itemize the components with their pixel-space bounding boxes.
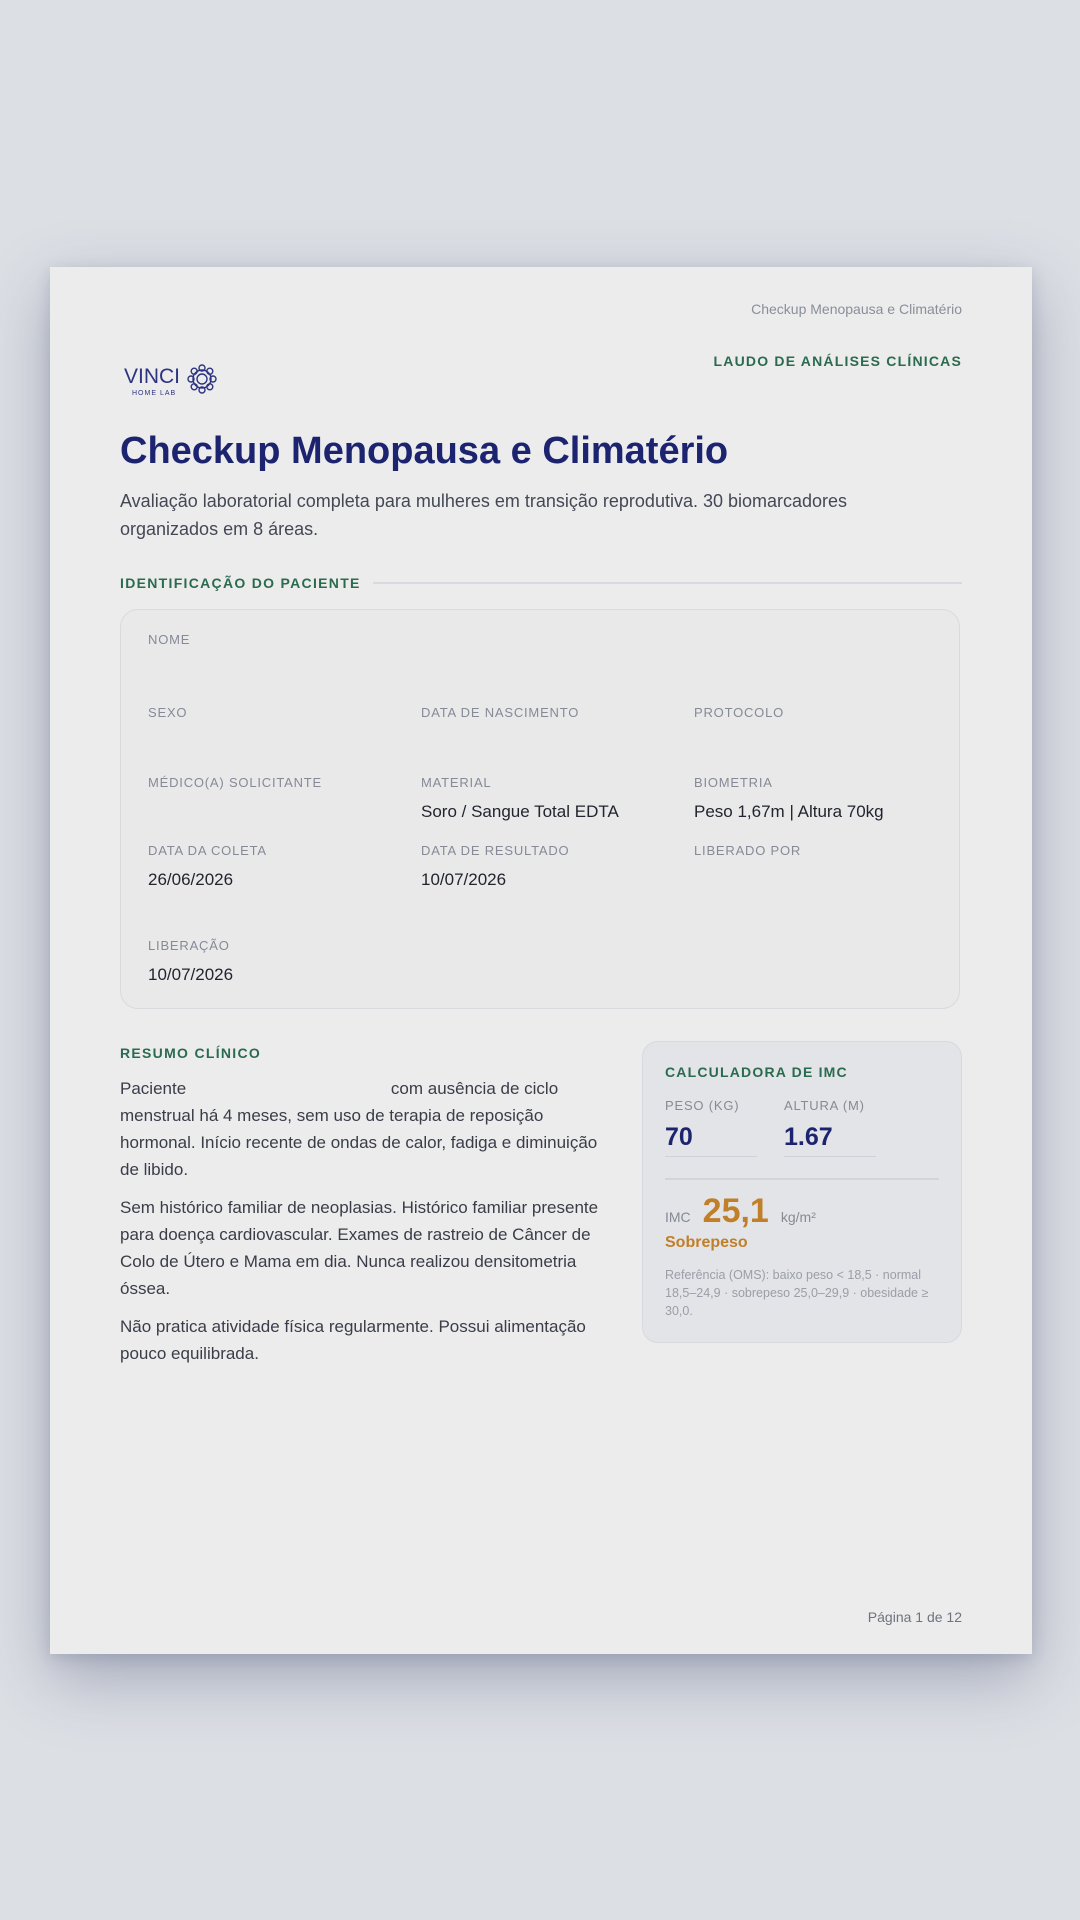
vinci-logo-icon <box>124 359 224 401</box>
altura-input[interactable]: 1.67 <box>784 1123 876 1157</box>
field-nome <box>148 632 190 659</box>
field-material <box>421 775 619 822</box>
summary-text: com ausência de ciclo menstrual há 4 meses, sem uso de terapia de reposição hormonal. Início recente de ondas de calor, fadiga e diminuição de libido. <box>120 1079 598 1179</box>
logo-subtext: HOME LAB <box>132 390 177 397</box>
page-title: Checkup Menopausa e Climatério <box>120 430 729 472</box>
field-value: 10/07/2026 <box>421 870 507 889</box>
running-header: Checkup Menopausa e Climatério <box>751 301 962 317</box>
summary-paragraph: Sem histórico familiar de neoplasias. Histórico familiar presente para doença cardiovascular. Exames de rastreio de Câncer de Colo de Útero e Mama em dia. Nunca realizou densitometria óssea. <box>120 1198 599 1298</box>
field-protocolo <box>694 705 784 732</box>
field-label: SEXO <box>148 705 188 720</box>
field-biometria <box>694 775 884 822</box>
field-label: DATA DA COLETA <box>148 843 267 858</box>
field-label: DATA DE RESULTADO <box>421 843 570 858</box>
field-data-coleta <box>148 843 267 890</box>
patient-id-card <box>120 609 960 1009</box>
field-data-nascimento <box>421 705 579 732</box>
summary-paragraph: Não pratica atividade física regularmente. Possui alimentação pouco equilibrada. <box>120 1317 586 1363</box>
field-sexo <box>148 705 187 732</box>
imc-classification: Sobrepeso <box>665 1234 748 1251</box>
clinical-summary <box>120 1075 610 1378</box>
summary-paragraph <box>120 1075 610 1183</box>
field-label: PROTOCOLO <box>694 705 785 720</box>
patient-section-heading <box>120 575 962 591</box>
imc-result <box>665 1192 816 1231</box>
report-type-label: LAUDO DE ANÁLISES CLÍNICAS <box>713 353 962 369</box>
field-liberacao <box>148 938 233 985</box>
field-label: LIBERADO POR <box>694 843 802 858</box>
field-label: MATERIAL <box>421 775 492 790</box>
field-value: 10/07/2026 <box>148 965 234 984</box>
imc-value: 25,1 <box>702 1192 769 1230</box>
field-label: BIOMETRIA <box>694 775 773 790</box>
field-label: NOME <box>148 632 191 647</box>
field-value: Soro / Sangue Total EDTA <box>421 802 619 821</box>
peso-field[interactable] <box>665 1098 757 1157</box>
altura-label: ALTURA (M) <box>784 1098 865 1113</box>
altura-field[interactable] <box>784 1098 876 1157</box>
peso-label: PESO (KG) <box>665 1098 740 1113</box>
field-medico-solicitante <box>148 775 322 802</box>
imc-label: IMC <box>665 1209 691 1225</box>
field-label: LIBERAÇÃO <box>148 938 230 953</box>
summary-text: Paciente <box>120 1079 187 1098</box>
report-page <box>50 267 1032 1654</box>
page-number: Página 1 de 12 <box>867 1609 962 1625</box>
peso-input[interactable]: 70 <box>665 1123 757 1157</box>
field-label: DATA DE NASCIMENTO <box>421 705 580 720</box>
imc-divider <box>665 1178 939 1180</box>
patient-section-title: IDENTIFICAÇÃO DO PACIENTE <box>120 575 361 591</box>
clinical-summary-heading: RESUMO CLÍNICO <box>120 1045 262 1061</box>
redacted-name <box>186 1082 386 1098</box>
imc-reference: Referência (OMS): baixo peso < 18,5 · normal 18,5–24,9 · sobrepeso 25,0–29,9 · obesidade ≥ 30,0. <box>665 1268 929 1318</box>
logo-text: VINCI <box>124 365 181 388</box>
field-value: Peso 1,67m | Altura 70kg <box>694 802 884 821</box>
field-data-resultado <box>421 843 569 890</box>
field-liberado-por <box>694 843 801 870</box>
vinci-logo <box>124 359 224 401</box>
field-label: MÉDICO(A) SOLICITANTE <box>148 775 323 790</box>
imc-calculator-title: CALCULADORA DE IMC <box>665 1064 848 1080</box>
page-subtitle: Avaliação laboratorial completa para mulheres em transição reprodutiva. 30 biomarcadores organizados em 8 áreas. <box>120 491 848 539</box>
field-value: 26/06/2026 <box>148 870 234 889</box>
imc-unit: kg/m² <box>780 1209 816 1225</box>
imc-calculator-card <box>642 1041 962 1343</box>
section-divider <box>373 582 962 584</box>
